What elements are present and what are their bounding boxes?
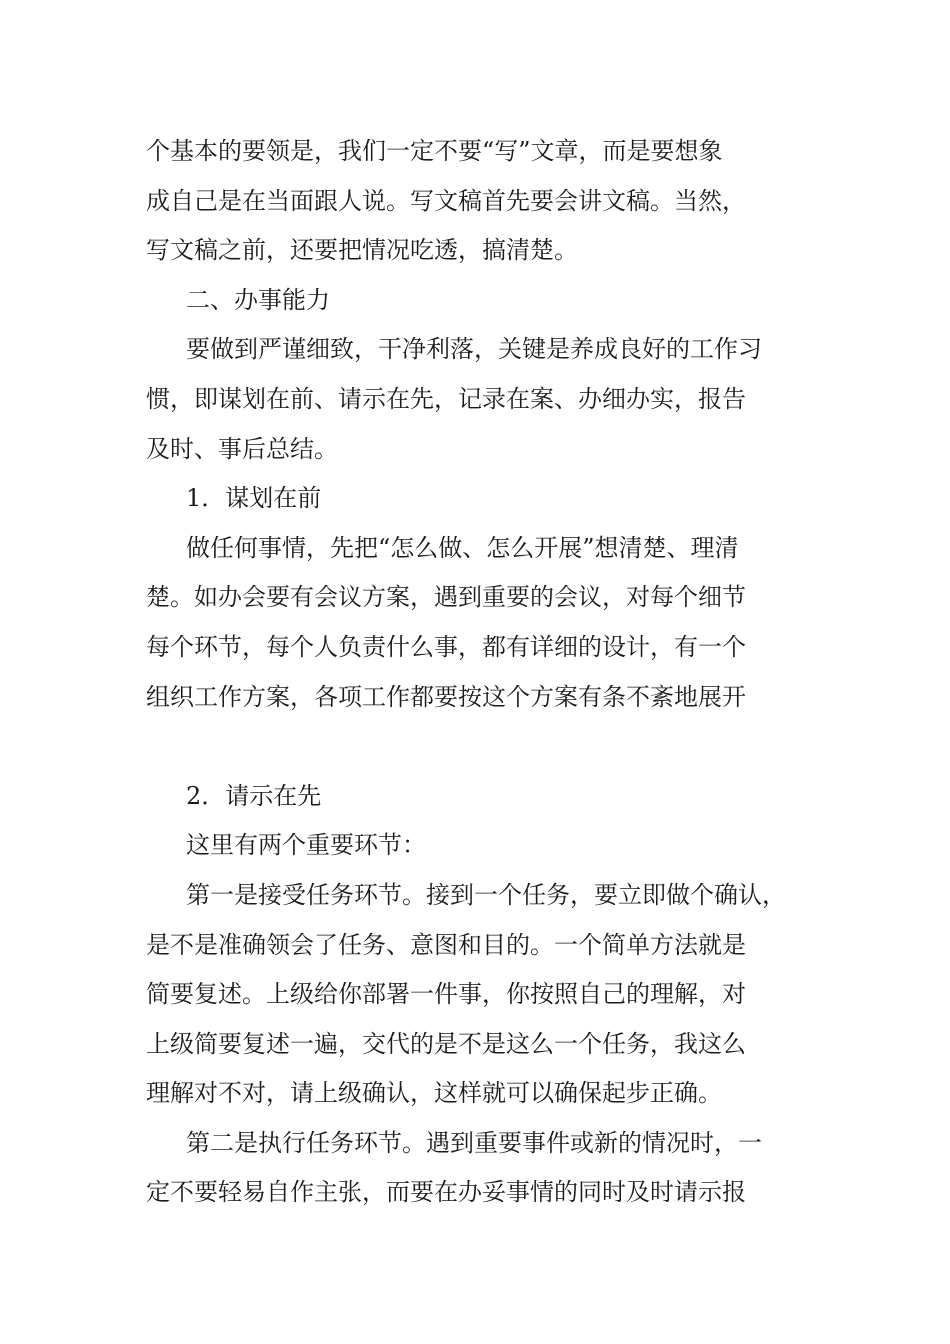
text-line: 定不要轻易自作主张，而要在办妥事情的同时及时请示报	[146, 1178, 746, 1206]
text-line: 做任何事情，先把“怎么做、怎么开展”想清楚、理清	[186, 534, 739, 562]
text-line: 及时、事后总结。	[146, 435, 338, 463]
text-line: 写文稿之前，还要把情况吃透，搞清楚。	[146, 236, 578, 264]
text-line: 这里有两个重要环节：	[186, 831, 426, 859]
text-line: 第一是接受任务环节。接到一个任务，要立即做个确认，	[186, 881, 786, 909]
text-line: 成自己是在当面跟人说。写文稿首先要会讲文稿。当然，	[146, 187, 746, 215]
section-heading: 二、办事能力	[186, 286, 330, 314]
subsection-heading: 2．请示在先	[186, 782, 322, 810]
text-line: 每个环节，每个人负责什么事，都有详细的设计，有一个	[146, 633, 746, 661]
text-line: 惯，即谋划在前、请示在先，记录在案、办细办实，报告	[146, 385, 746, 413]
text-line: 楚。如办会要有会议方案，遇到重要的会议，对每个细节	[146, 583, 746, 611]
text-line: 要做到严谨细致，干净利落，关键是养成良好的工作习	[186, 335, 762, 363]
text-line: 上级简要复述一遍，交代的是不是这么一个任务，我这么	[146, 1030, 746, 1058]
text-line: 组织工作方案，各项工作都要按这个方案有条不紊地展开	[146, 683, 746, 711]
subsection-heading: 1．谋划在前	[186, 484, 322, 512]
text-line: 是不是准确领会了任务、意图和目的。一个简单方法就是	[146, 931, 746, 959]
text-line: 第二是执行任务环节。遇到重要事件或新的情况时，一	[186, 1129, 762, 1157]
text-line: 个基本的要领是，我们一定不要“写”文章，而是要想象	[146, 137, 723, 165]
text-line: 简要复述。上级给你部署一件事，你按照自己的理解，对	[146, 980, 746, 1008]
text-line: 理解对不对，请上级确认，这样就可以确保起步正确。	[146, 1079, 722, 1107]
